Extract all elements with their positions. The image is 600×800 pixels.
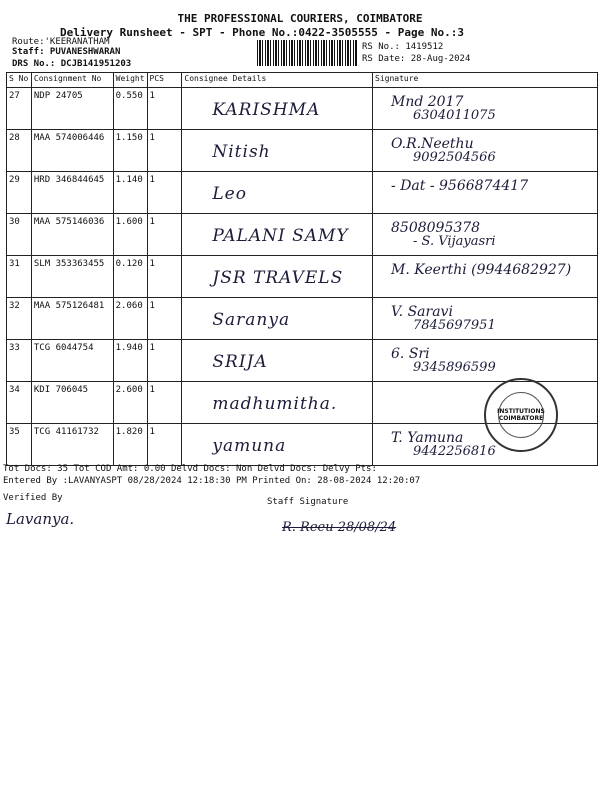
consignee-name: madhumitha. (212, 394, 338, 414)
receiver-signature: Mnd 2017 (391, 94, 464, 110)
consignment-number: SLM 353363455 (33, 259, 105, 269)
staff-signature: R. Reeu 28/08/24 (282, 520, 397, 535)
route-label: Route:'KEERANATHAM (12, 37, 110, 47)
receiver-phone: 7845697951 (413, 318, 496, 333)
col-header-sno: S No (7, 73, 32, 88)
receiver-phone: 9345896599 (413, 360, 496, 375)
serial-number: 30 (9, 217, 20, 227)
rs-number: RS No.: 1419512 (362, 42, 444, 52)
staff-label: Staff: PUVANESHWARAN (12, 47, 121, 57)
signature-cell (373, 214, 598, 256)
pcs-value-cell (147, 130, 182, 172)
weight-value-cell (113, 214, 147, 256)
consignment-number-cell (31, 340, 113, 382)
serial-number-cell (7, 340, 32, 382)
consignee-name: KARISHMA (212, 100, 321, 120)
consignment-number-cell (31, 424, 113, 466)
pcs-value: 1 (149, 385, 155, 395)
signature-cell (373, 256, 598, 298)
receiver-phone: - S. Vijayasri (413, 234, 496, 249)
weight-value-cell (113, 172, 147, 214)
pcs-value: 1 (149, 217, 155, 227)
pcs-value: 1 (149, 175, 155, 185)
serial-number: 28 (9, 133, 20, 143)
pcs-value: 1 (149, 301, 155, 311)
stamp-text: INSTITUTIONS COIMBATORE (497, 408, 545, 422)
table-row (7, 88, 598, 130)
pcs-value: 1 (149, 133, 155, 143)
weight-value: 1.140 (115, 175, 143, 185)
consignee-name: SRIJA (212, 352, 268, 372)
consignee-name: yamuna (212, 436, 287, 456)
entered-by-line: Entered By :LAVANYASPT 08/28/2024 12:18:30 PM Printed On: 28-08-2024 12:20:07 (3, 476, 421, 486)
consignment-number: TCG 41161732 (33, 427, 99, 437)
consignment-number: MAA 575126481 (33, 301, 105, 311)
weight-value-cell (113, 88, 147, 130)
col-header-consignee: Consignee Details (182, 73, 373, 88)
consignment-number: MAA 575146036 (33, 217, 105, 227)
rs-date: RS Date: 28-Aug-2024 (362, 54, 471, 64)
consignment-number-cell (31, 172, 113, 214)
consignee-name: Saranya (212, 310, 291, 330)
table-row (7, 256, 598, 298)
totals-line: Tot Docs: 35 Tot COD Amt: 0.00 Delvd Docs: Non Delvd Docs: Delvy Pts: (3, 464, 377, 474)
consignee-name: PALANI SAMY (212, 226, 349, 246)
receiver-signature (373, 382, 597, 388)
consignment-number-cell (31, 130, 113, 172)
consignee-name-cell (182, 172, 373, 214)
weight-value-cell (113, 424, 147, 466)
receiver-signature: 8508095378 (391, 220, 481, 236)
receiver-signature: V. Saravi (391, 304, 453, 320)
consignment-number-cell (31, 382, 113, 424)
weight-value-cell (113, 298, 147, 340)
weight-value: 0.550 (115, 91, 143, 101)
consignment-number-cell (31, 298, 113, 340)
pcs-value-cell (147, 298, 182, 340)
serial-number: 27 (9, 91, 20, 101)
receiver-phone: 6304011075 (413, 108, 496, 123)
serial-number: 31 (9, 259, 20, 269)
consignee-name: JSR TRAVELS (212, 268, 344, 288)
signature-cell (373, 88, 598, 130)
consignee-name-cell (182, 424, 373, 466)
signature-cell (373, 424, 598, 466)
col-header-consignment: Consignment No (31, 73, 113, 88)
weight-value-cell (113, 130, 147, 172)
pcs-value: 1 (149, 259, 155, 269)
pcs-value-cell (147, 172, 182, 214)
consignee-name-cell (182, 298, 373, 340)
signature-cell (373, 340, 598, 382)
pcs-value-cell (147, 88, 182, 130)
col-header-weight: Weight (113, 73, 147, 88)
consignment-number: TCG 6044754 (33, 343, 94, 353)
serial-number-cell (7, 214, 32, 256)
weight-value: 1.940 (115, 343, 143, 353)
signature-cell (373, 172, 598, 214)
runsheet-subtitle: Delivery Runsheet - SPT - Phone No.:0422-3505555 - Page No.:3 (60, 26, 464, 39)
pcs-value-cell (147, 424, 182, 466)
pcs-value-cell (147, 214, 182, 256)
col-header-pcs: PCS (147, 73, 182, 88)
weight-value: 2.060 (115, 301, 143, 311)
consignment-number-cell (31, 214, 113, 256)
table-row (7, 214, 598, 256)
serial-number-cell (7, 298, 32, 340)
table-row (7, 340, 598, 382)
table-row (7, 172, 598, 214)
serial-number-cell (7, 130, 32, 172)
col-header-signature: Signature (373, 73, 598, 88)
signature-cell (373, 130, 598, 172)
consignment-number: NDP 24705 (33, 91, 83, 101)
weight-value: 1.820 (115, 427, 143, 437)
consignee-name-cell (182, 382, 373, 424)
weight-value: 1.150 (115, 133, 143, 143)
pcs-value: 1 (149, 427, 155, 437)
serial-number-cell (7, 424, 32, 466)
serial-number: 34 (9, 385, 20, 395)
pcs-value: 1 (149, 343, 155, 353)
consignment-number-cell (31, 256, 113, 298)
weight-value: 0.120 (115, 259, 143, 269)
consignee-name-cell (182, 130, 373, 172)
staff-signature-label: Staff Signature (267, 497, 349, 507)
weight-value: 1.600 (115, 217, 143, 227)
pcs-value: 1 (149, 91, 155, 101)
table-row (7, 298, 598, 340)
receiver-signature: 6. Sri (391, 346, 430, 362)
barcode-image (257, 40, 357, 66)
pcs-value-cell (147, 256, 182, 298)
weight-value: 2.600 (115, 385, 143, 395)
serial-number: 29 (9, 175, 20, 185)
serial-number-cell (7, 382, 32, 424)
serial-number: 33 (9, 343, 20, 353)
consignee-name: Nitish (212, 142, 271, 162)
consignee-name-cell (182, 88, 373, 130)
consignee-name-cell (182, 256, 373, 298)
verified-signature: Lavanya. (6, 510, 75, 528)
receiver-phone: 9092504566 (413, 150, 496, 165)
pcs-value-cell (147, 382, 182, 424)
courier-company-title: THE PROFESSIONAL COURIERS, COIMBATORE (177, 12, 423, 25)
weight-value-cell (113, 256, 147, 298)
consignee-name: Leo (212, 184, 247, 204)
institution-stamp (484, 378, 558, 452)
consignee-name-cell (182, 340, 373, 382)
drs-number: DRS No.: DCJB141951203 (12, 59, 132, 69)
serial-number-cell (7, 172, 32, 214)
pcs-value-cell (147, 340, 182, 382)
receiver-signature: O.R.Neethu (391, 136, 474, 152)
consignment-number: KDI 706045 (33, 385, 89, 395)
serial-number-cell (7, 88, 32, 130)
receiver-signature: - Dat - 9566874417 (391, 178, 529, 194)
table-row (7, 130, 598, 172)
serial-number-cell (7, 256, 32, 298)
table-header-row (7, 73, 598, 88)
consignment-number: MAA 574006446 (33, 133, 105, 143)
weight-value-cell (113, 340, 147, 382)
consignment-number: HRD 346844645 (33, 175, 105, 185)
receiver-signature: T. Yamuna (391, 430, 464, 446)
receiver-signature: M. Keerthi (9944682927) (391, 262, 572, 278)
verified-by-label: Verified By (3, 493, 63, 503)
consignee-name-cell (182, 214, 373, 256)
serial-number: 35 (9, 427, 20, 437)
receiver-phone: 9442256816 (413, 444, 496, 459)
weight-value-cell (113, 382, 147, 424)
consignment-number-cell (31, 88, 113, 130)
signature-cell (373, 298, 598, 340)
serial-number: 32 (9, 301, 20, 311)
